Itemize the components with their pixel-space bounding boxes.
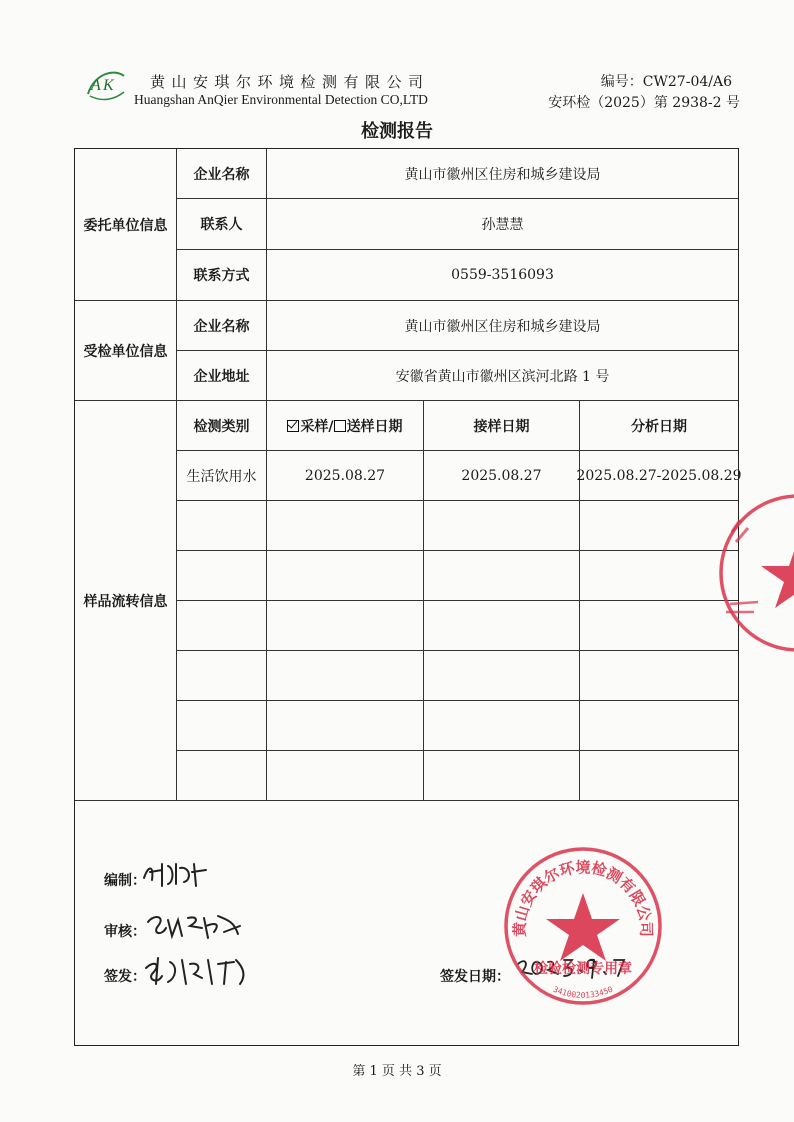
company-logo (84, 68, 128, 104)
sample-section-label: 样品流转信息 (75, 401, 177, 801)
issuer-signature (142, 954, 252, 994)
inspected-address-value: 安徽省黄山市徽州区滨河北路 1 号 (267, 351, 738, 401)
reviewed-label: 审核： (104, 924, 146, 940)
client-phone-label: 联系方式 (177, 250, 267, 301)
reviewer-signature (144, 910, 244, 948)
opt-delivery-label: 送样日期 (346, 418, 403, 435)
client-name-value: 黄山市徽州区住房和城乡建设局 (267, 149, 738, 199)
company-name-cn: 黄山安琪尔环境检测有限公司 (150, 73, 430, 91)
sample-row-receive-date: 2025.08.27 (424, 451, 580, 501)
report-number: 安环检（2025）第 2938-2 号 (548, 95, 740, 111)
inspected-section-label: 受检单位信息 (75, 301, 177, 401)
sample-row-analysis-date: 2025.08.27-2025.08.29 (580, 451, 738, 501)
client-section-label: 委托单位信息 (75, 149, 177, 301)
compiler-signature (140, 858, 210, 894)
compiled-label: 编制： (104, 873, 146, 889)
col-receive-date: 接样日期 (424, 401, 580, 451)
seam-seal (714, 492, 794, 658)
page-footer: 第 1 页 共 3 页 (352, 1064, 442, 1079)
client-contact-value: 孙慧慧 (267, 199, 738, 250)
issued-label: 签发： (104, 969, 146, 985)
client-phone-value: 0559-3516093 (267, 250, 738, 301)
form-code: 编号：CW27-04/A6 (600, 74, 732, 90)
inspected-address-label: 企业地址 (177, 351, 267, 401)
official-seal (502, 845, 664, 1011)
col-test-type: 检测类别 (177, 401, 267, 451)
issue-date-label: 签发日期： (440, 969, 510, 985)
sample-row-sample-date: 2025.08.27 (267, 451, 424, 501)
unchecked-box-icon (334, 420, 346, 432)
svg-text:A: A (91, 77, 101, 94)
svg-text:3410020133450 (552, 985, 615, 1000)
col-analysis-date: 分析日期 (580, 401, 738, 451)
sample-row-type: 生活饮用水 (177, 451, 267, 501)
client-contact-label: 联系人 (177, 199, 267, 250)
page-title: 检测报告 (361, 121, 433, 142)
seal-text-lower: 检验检测专用章 (534, 961, 632, 977)
opt-sampling-label: 采样/ (300, 418, 334, 435)
seal-serial: 3410020133450 (551, 984, 615, 1000)
inspected-name-value: 黄山市徽州区住房和城乡建设局 (267, 301, 738, 351)
col-sample-date (267, 401, 424, 451)
svg-text:K: K (103, 77, 114, 94)
checked-box-icon (287, 420, 299, 432)
company-name-en: Huangshan AnQier Environmental Detection CO,LTD (134, 92, 428, 107)
seal-text-upper: 黄山安琪尔环境检测有限公司 (510, 858, 656, 938)
client-name-label: 企业名称 (177, 149, 267, 199)
inspected-name-label: 企业名称 (177, 301, 267, 351)
